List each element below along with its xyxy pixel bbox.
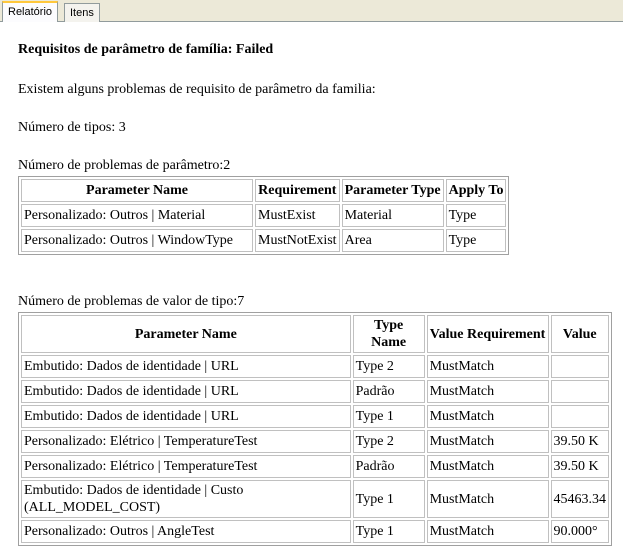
column-header: Value Requirement [427,315,549,353]
report-intro: Existem alguns problemas de requisito de parâmetro da familia: [18,82,376,97]
table-row [21,204,506,227]
value-problems-table [18,312,612,546]
table-cell: Personalizado: Outros | AngleTest [21,520,351,543]
table-cell: MustExist [255,204,340,227]
table-row [21,405,609,428]
column-header: Parameter Type [342,179,444,202]
table-cell: Type [446,229,507,252]
table-row [21,520,609,543]
table-cell: MustMatch [427,405,549,428]
param-problems-label: Número de problemas de parâmetro:2 [18,158,231,173]
report-content [0,22,623,560]
parameter-problems-table [18,176,509,255]
table-cell: Type 1 [353,405,425,428]
table-row [21,380,609,403]
table-row [21,430,609,453]
table-cell: MustMatch [427,380,549,403]
table-cell: MustNotExist [255,229,340,252]
table-header-row [21,315,609,353]
table-cell: MustMatch [427,430,549,453]
column-header: Requirement [255,179,340,202]
column-header: Parameter Name [21,179,253,202]
table-cell: Embutido: Dados de identidade | URL [21,355,351,378]
table-cell: 39.50 K [551,455,610,478]
column-header: Parameter Name [21,315,351,353]
column-header: Apply To [446,179,507,202]
table-cell: MustMatch [427,355,549,378]
table-cell: Personalizado: Outros | Material [21,204,253,227]
table-cell [551,355,610,378]
table-header-row [21,179,506,202]
table-cell: Area [342,229,444,252]
table-cell: Padrão [353,455,425,478]
table-cell: Type [446,204,507,227]
tab-bar [0,0,623,22]
table-cell: 45463.34 [551,480,610,518]
tab-itens[interactable]: Itens [64,3,100,22]
table-cell: Embutido: Dados de identidade | URL [21,380,351,403]
table-cell: Type 1 [353,520,425,543]
table-cell: Embutido: Dados de identidade | Custo (ALL_MODEL_COST) [21,480,351,518]
table-row [21,355,609,378]
table-cell: Material [342,204,444,227]
type-count: Número de tipos: 3 [18,120,126,135]
table-row [21,455,609,478]
table-cell: Type 1 [353,480,425,518]
table-cell: Embutido: Dados de identidade | URL [21,405,351,428]
table-cell [551,380,610,403]
table-cell: 39.50 K [551,430,610,453]
table-cell: Padrão [353,380,425,403]
report-title: Requisitos de parâmetro de família: Failed [18,42,274,57]
tab-relatorio[interactable]: Relatório [2,1,58,22]
table-cell: Personalizado: Elétrico | TemperatureTest [21,430,351,453]
table-cell: MustMatch [427,455,549,478]
table-cell: MustMatch [427,480,549,518]
table-cell: Type 2 [353,430,425,453]
column-header: Value [551,315,610,353]
column-header: Type Name [353,315,425,353]
table-cell [551,405,610,428]
table-cell: Personalizado: Outros | WindowType [21,229,253,252]
table-row [21,229,506,252]
table-cell: Personalizado: Elétrico | TemperatureTest [21,455,351,478]
table-cell: 90.000° [551,520,610,543]
table-cell: MustMatch [427,520,549,543]
table-row [21,480,609,518]
value-problems-label: Número de problemas de valor de tipo:7 [18,294,245,309]
table-cell: Type 2 [353,355,425,378]
